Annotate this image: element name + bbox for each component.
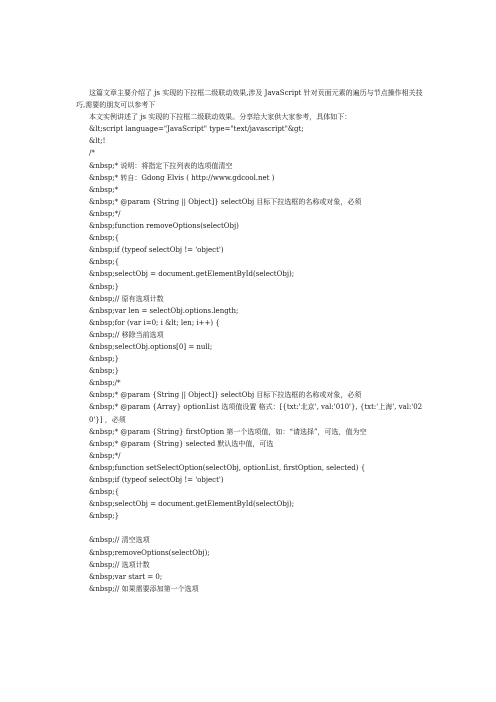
code-line: &nbsp;* @param {Array} optionList 选项值设置 格式：[{txt:'北京', val:'010'}, {txt:'上海', val:'020'}] ，必须	[89, 403, 423, 424]
code-line: &nbsp;{	[89, 234, 120, 243]
code-line: &nbsp;}	[89, 355, 120, 364]
code-line: &nbsp;* 转自：Gdong Elvis ( http://www.gdcool.net )	[89, 173, 275, 182]
code-line: &nbsp;*	[89, 185, 119, 194]
code-line: &nbsp;* @param {String || Object]} selectObj 目标下拉选框的名称或对象，必须	[89, 391, 362, 400]
code-line: &nbsp;// 原有选项计数	[89, 294, 164, 303]
code-line: &nbsp;selectObj = document.getElementById(selectObj);	[89, 500, 295, 509]
code-line: &nbsp;// 选项计数	[89, 560, 150, 569]
code-line: &nbsp;// 清空选项	[89, 536, 150, 545]
code-line: &nbsp;* @param {String || Object]} selectObj 目标下拉选框的名称或对象，必须	[89, 197, 362, 206]
code-line: &nbsp;if (typeof selectObj != 'object')	[89, 476, 224, 484]
code-line: &nbsp;selectObj.options[0] = null;	[89, 342, 213, 351]
code-line: &nbsp;// 移除当前选项	[89, 330, 164, 339]
code-line: 本文实例讲述了 js 实现的下拉框二级联动效果。分享给大家供大家参考，具体如下：	[89, 113, 352, 122]
code-line: &nbsp;}	[89, 512, 120, 521]
code-line: /*	[89, 149, 95, 158]
code-line: &nbsp;* @param {String} firstOption 第一个选项值，如：“请选择”，可选，值为空	[89, 427, 367, 436]
code-line: &nbsp;* 说明：将指定下拉列表的选项值清空	[89, 161, 233, 170]
code-line: &nbsp;*/	[89, 209, 121, 218]
code-line: &nbsp;var len = selectObj.options.length;	[89, 306, 239, 315]
code-line	[76, 522, 426, 534]
code-line: &nbsp;for (var i=0; i &lt; len; i++) {	[89, 318, 220, 327]
code-line: &nbsp;{	[89, 488, 120, 497]
code-line: &nbsp;/*	[89, 379, 121, 388]
code-line: &nbsp;{	[89, 258, 120, 267]
code-line: &nbsp;removeOptions(selectObj);	[89, 548, 210, 557]
article-body	[76, 87, 426, 595]
article-intro: 这篇文章主要介绍了 js 实现的下拉框二级联动效果,涉及 JavaScript 针对页面元素的遍历与节点操作相关技巧,需要的朋友可以参考下	[76, 89, 423, 110]
code-line: &nbsp;* @param {String} selected 默认选中值，可选	[89, 439, 274, 448]
code-line: &nbsp;function setSelectOption(selectObj, optionList, firstOption, selected) {	[89, 463, 366, 472]
code-line: &lt;!	[89, 137, 106, 146]
code-line: &nbsp;function removeOptions(selectObj)	[89, 222, 239, 231]
code-line: &nbsp;// 如果需要添加第一个选项	[89, 584, 199, 593]
code-line: &nbsp;*/	[89, 451, 121, 460]
code-line: &lt;script language="JavaScript" type="text/javascript"&gt;	[89, 125, 304, 134]
code-listing	[76, 111, 426, 595]
code-line: &nbsp;}	[89, 282, 120, 291]
code-line: &nbsp;var start = 0;	[89, 572, 163, 581]
code-line: &nbsp;}	[89, 367, 120, 376]
code-line: &nbsp;if (typeof selectObj != 'object')	[89, 246, 224, 255]
code-line: &nbsp;selectObj = document.getElementById(selectObj);	[89, 270, 295, 279]
